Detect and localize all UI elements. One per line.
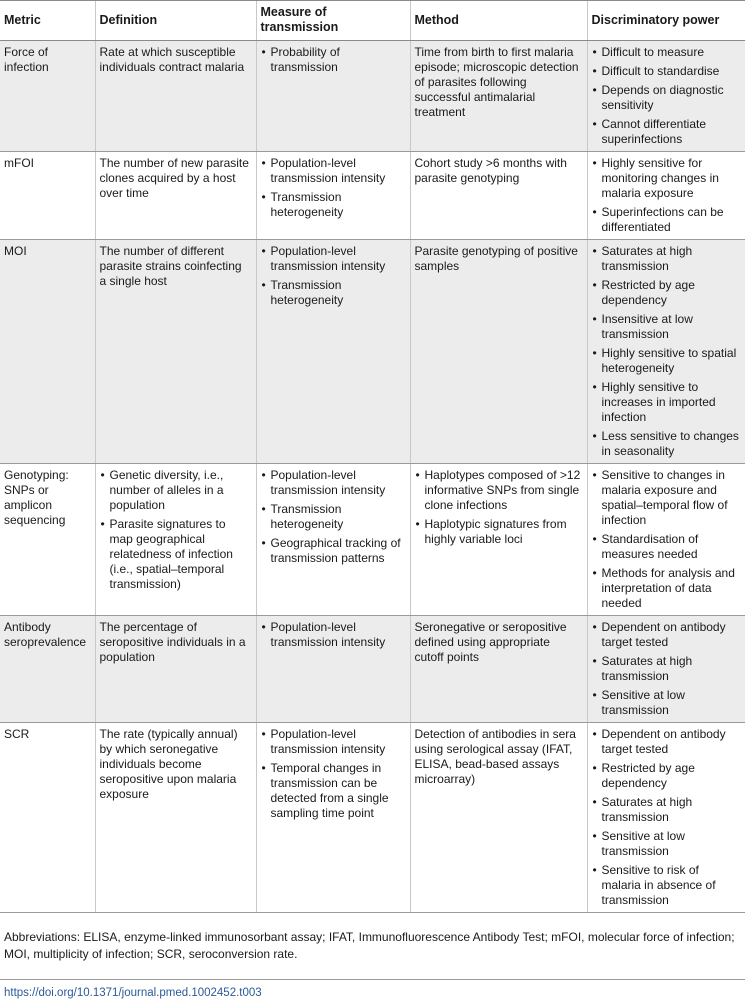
table-row: [0, 723, 745, 913]
cell-measure: [256, 152, 410, 240]
cell-definition-text: The percentage of seropositive individuals in a population: [99, 620, 246, 664]
table-body: [0, 41, 745, 913]
list-item: • Dependent on antibody target tested: [592, 620, 741, 650]
list-item: • Probability of transmission: [261, 45, 405, 75]
list-item: • Saturates at high transmission: [592, 795, 741, 825]
cell-metric: [0, 616, 95, 723]
cell-method: [410, 723, 587, 913]
cell-metric-text: Genotyping: SNPs or amplicon sequencing: [4, 468, 69, 527]
cell-metric: [0, 464, 95, 616]
cell-definition: [95, 152, 256, 240]
cell-power-list: [592, 468, 741, 611]
list-item: • Dependent on antibody target tested: [592, 727, 741, 757]
list-item: • Population-level transmission intensity: [261, 620, 405, 650]
cell-definition-text: The number of different parasite strains coinfecting a single host: [99, 244, 242, 288]
list-item: • Transmission heterogeneity: [261, 190, 405, 220]
list-item: • Difficult to measure: [592, 45, 741, 60]
header-measure: Measure of transmission: [256, 1, 410, 41]
table-row: [0, 616, 745, 723]
cell-method-text: Cohort study >6 months with parasite genotyping: [414, 156, 567, 185]
cell-power-list: [592, 244, 741, 459]
list-item: • Cannot differentiate superinfections: [592, 117, 741, 147]
list-item: • Depends on diagnostic sensitivity: [592, 83, 741, 113]
cell-measure: [256, 41, 410, 152]
list-item: • Difficult to standardise: [592, 64, 741, 79]
header-row: [0, 1, 745, 41]
header-metric: Metric: [0, 1, 95, 41]
cell-definition-text: Rate at which susceptible individuals contract malaria: [99, 45, 245, 74]
list-item: • Superinfections can be differentiated: [592, 205, 741, 235]
list-item: • Sensitive at low transmission: [592, 829, 741, 859]
list-item: • Less sensitive to changes in seasonality: [592, 429, 741, 459]
list-item: • Standardisation of measures needed: [592, 532, 741, 562]
list-item: • Restricted by age dependency: [592, 278, 741, 308]
cell-metric-text: Force of infection: [4, 45, 49, 74]
cell-measure: [256, 616, 410, 723]
cell-method: [410, 152, 587, 240]
list-item: • Population-level transmission intensity: [261, 468, 405, 498]
cell-definition: [95, 464, 256, 616]
cell-power-list: [592, 156, 741, 235]
doi-link[interactable]: https://doi.org/10.1371/journal.pmed.1002452.t003: [4, 987, 262, 999]
cell-power-list: [592, 727, 741, 908]
cell-metric-text: MOI: [4, 244, 27, 258]
cell-metric: [0, 723, 95, 913]
cell-power: [587, 723, 745, 913]
cell-method-list: [415, 468, 582, 547]
list-item: • Population-level transmission intensity: [261, 156, 405, 186]
list-item: • Restricted by age dependency: [592, 761, 741, 791]
cell-method-text: Parasite genotyping of positive samples: [414, 244, 578, 273]
cell-method: [410, 240, 587, 464]
header-power: Discriminatory power: [587, 1, 745, 41]
list-item: • Genetic diversity, i.e., number of alleles in a population: [100, 468, 251, 513]
cell-measure: [256, 464, 410, 616]
cell-definition-text: The number of new parasite clones acquired by a host over time: [99, 156, 249, 200]
cell-power: [587, 240, 745, 464]
cell-metric-text: SCR: [4, 727, 30, 741]
cell-measure: [256, 240, 410, 464]
cell-measure-list: [261, 45, 405, 75]
cell-measure-list: [261, 468, 405, 566]
cell-metric-text: mFOI: [4, 156, 34, 170]
list-item: • Geographical tracking of transmission patterns: [261, 536, 405, 566]
cell-power: [587, 41, 745, 152]
cell-method-text: Time from birth to first malaria episode; microscopic detection of parasites following successful antimalarial treatment: [414, 45, 579, 119]
list-item: • Highly sensitive for monitoring changes in malaria exposure: [592, 156, 741, 201]
list-item: • Sensitive to risk of malaria in absence of transmission: [592, 863, 741, 908]
list-item: • Highly sensitive to increases in imported infection: [592, 380, 741, 425]
list-item: • Parasite signatures to map geographical relatedness of infection (i.e., spatial–temporal transmission): [100, 517, 251, 592]
list-item: • Transmission heterogeneity: [261, 502, 405, 532]
cell-power: [587, 152, 745, 240]
table-row: [0, 464, 745, 616]
cell-power: [587, 464, 745, 616]
cell-measure-list: [261, 156, 405, 220]
list-item: • Transmission heterogeneity: [261, 278, 405, 308]
cell-definition: [95, 616, 256, 723]
cell-metric: [0, 152, 95, 240]
list-item: • Saturates at high transmission: [592, 244, 741, 274]
table-row: [0, 152, 745, 240]
list-item: • Saturates at high transmission: [592, 654, 741, 684]
cell-definition: [95, 723, 256, 913]
list-item: • Methods for analysis and interpretation of data needed: [592, 566, 741, 611]
list-item: • Sensitive to changes in malaria exposure and spatial–temporal flow of infection: [592, 468, 741, 528]
header-definition: Definition: [95, 1, 256, 41]
list-item: • Temporal changes in transmission can be detected from a single sampling time point: [261, 761, 405, 821]
cell-method: [410, 616, 587, 723]
list-item: • Sensitive at low transmission: [592, 688, 741, 718]
list-item: • Population-level transmission intensity: [261, 727, 405, 757]
table-row: [0, 240, 745, 464]
cell-method-text: Detection of antibodies in sera using serological assay (IFAT, ELISA, bead-based assays microarray): [414, 727, 576, 786]
cell-method: [410, 464, 587, 616]
cell-definition: [95, 41, 256, 152]
cell-measure: [256, 723, 410, 913]
cell-definition: [95, 240, 256, 464]
cell-power: [587, 616, 745, 723]
cell-measure-list: [261, 244, 405, 308]
cell-measure-list: [261, 727, 405, 821]
list-item: • Haplotypes composed of >12 informative SNPs from single clone infections: [415, 468, 582, 513]
cell-metric: [0, 41, 95, 152]
table-row: [0, 41, 745, 152]
cell-measure-list: [261, 620, 405, 650]
list-item: • Population-level transmission intensity: [261, 244, 405, 274]
cell-method-text: Seronegative or seropositive defined using appropriate cutoff points: [414, 620, 567, 664]
cell-power-list: [592, 620, 741, 718]
cell-metric-text: Antibody seroprevalence: [4, 620, 87, 649]
header-method: Method: [410, 1, 587, 41]
list-item: • Insensitive at low transmission: [592, 312, 741, 342]
cell-metric: [0, 240, 95, 464]
cell-power-list: [592, 45, 741, 147]
list-item: • Haplotypic signatures from highly variable loci: [415, 517, 582, 547]
cell-method: [410, 41, 587, 152]
cell-definition-text: The rate (typically annual) by which seronegative individuals become seropositive upon malaria exposure: [99, 727, 238, 801]
list-item: • Highly sensitive to spatial heterogeneity: [592, 346, 741, 376]
cell-definition-list: [100, 468, 251, 592]
footnote: Abbreviations: ELISA, enzyme-linked immunosorbant assay; IFAT, Immunofluorescence Antibody Test; mFOI, molecular force of infection; MOI, multiplicity of infection; SCR, seroconversion rate.: [4, 930, 735, 961]
